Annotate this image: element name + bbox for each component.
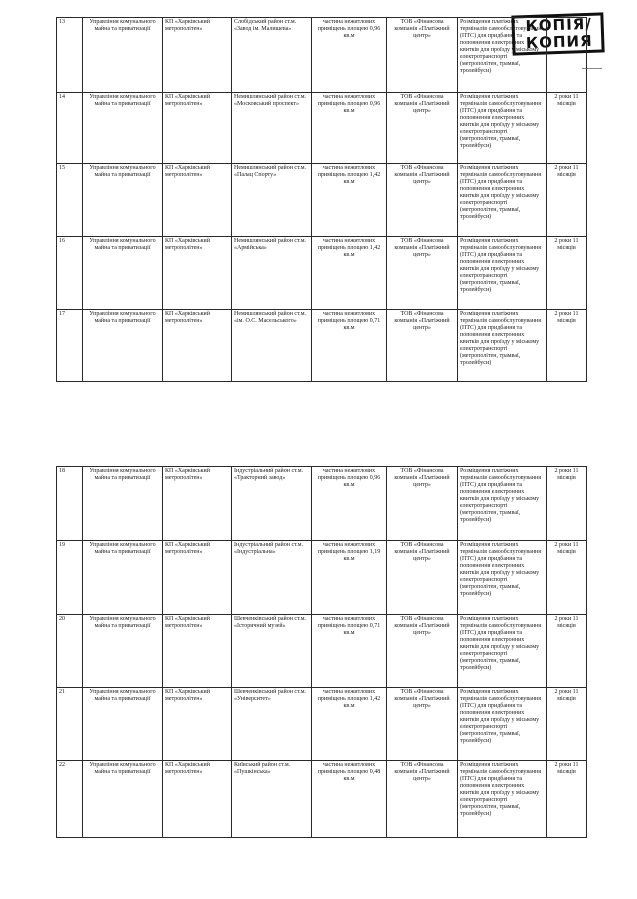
- location-cell: Немишлянський район ст.м. «Армійська»: [232, 237, 312, 310]
- location-cell: Немишлянський район ст.м. «ім. О.С. Масельського»: [232, 310, 312, 382]
- row-number: 15: [57, 164, 83, 237]
- area-cell: частина нежитлових приміщень площею 1,42 кв.м: [312, 237, 387, 310]
- location-cell: Шевченківський район ст.м. «Університет»: [232, 688, 312, 761]
- holder-cell: КП «Харківський метрополітен»: [163, 467, 232, 541]
- table-row: [57, 615, 587, 688]
- holder-cell: КП «Харківський метрополітен»: [163, 310, 232, 382]
- purpose-cell: Розміщення платіжних терміналів самообслуговування (ПТС) для придбання та поповнення електронних квитків для проїзду у міському електротранспорті (метрополітен, трамваї, тролейбуси): [458, 93, 547, 164]
- term-cell: [547, 18, 587, 93]
- term-cell: 2 роки 11 місяців: [547, 93, 587, 164]
- area-cell: частина нежитлових приміщень площею 0,71 кв.м: [312, 615, 387, 688]
- table-row: [57, 467, 587, 541]
- location-cell: Індустріальний район ст.м. «Тракторний завод»: [232, 467, 312, 541]
- holder-cell: КП «Харківський метрополітен»: [163, 761, 232, 838]
- owner-cell: Управління комунального майна та приватизації: [83, 310, 163, 382]
- row-number: 16: [57, 237, 83, 310]
- tenant-cell: ТОВ «Фінансова компанія «Платіжний центр»: [387, 164, 458, 237]
- area-cell: частина нежитлових приміщень площею 0,96 кв.м: [312, 18, 387, 93]
- location-cell: Шевченківський район ст.м. «Історичний музей»: [232, 615, 312, 688]
- holder-cell: КП «Харківський метрополітен»: [163, 18, 232, 93]
- holder-cell: КП «Харківський метрополітен»: [163, 237, 232, 310]
- owner-cell: Управління комунального майна та приватизації: [83, 18, 163, 93]
- location-cell: Індустріальний район ст.м. «Індустріальна»: [232, 541, 312, 615]
- location-cell: Немишлянський район ст.м. «Палац Спорту»: [232, 164, 312, 237]
- location-cell: Слобідський район ст.м. «Завод ім. Малишева»: [232, 18, 312, 93]
- owner-cell: Управління комунального майна та приватизації: [83, 688, 163, 761]
- area-cell: частина нежитлових приміщень площею 0,48 кв.м: [312, 761, 387, 838]
- location-cell: Немишлянський район ст.м. «Московський проспект»: [232, 93, 312, 164]
- owner-cell: Управління комунального майна та приватизації: [83, 237, 163, 310]
- purpose-cell: Розміщення платіжних терміналів самообслуговування (ПТС) для придбання та поповнення електронних квитків для проїзду у міському електротранспорті (метрополітен, трамваї, тролейбуси): [458, 18, 547, 93]
- row-number: 22: [57, 761, 83, 838]
- area-cell: частина нежитлових приміщень площею 0,71 кв.м: [312, 310, 387, 382]
- owner-cell: Управління комунального майна та приватизації: [83, 164, 163, 237]
- area-cell: частина нежитлових приміщень площею 0,96 кв.м: [312, 93, 387, 164]
- owner-cell: Управління комунального майна та приватизації: [83, 93, 163, 164]
- owner-cell: Управління комунального майна та приватизації: [83, 761, 163, 838]
- table-row: [57, 688, 587, 761]
- area-cell: частина нежитлових приміщень площею 1,42 кв.м: [312, 164, 387, 237]
- holder-cell: КП «Харківський метрополітен»: [163, 541, 232, 615]
- table-row: [57, 761, 587, 838]
- copy-stamp-line-2: КОПИЯ: [525, 31, 593, 53]
- copy-stamp-line-1: КОПІЯ/: [525, 14, 593, 36]
- tenant-cell: ТОВ «Фінансова компанія «Платіжний центр»: [387, 310, 458, 382]
- table-row: [57, 93, 587, 164]
- term-cell: 2 роки 11 місяців: [547, 237, 587, 310]
- tenant-cell: ТОВ «Фінансова компанія «Платіжний центр»: [387, 467, 458, 541]
- location-cell: Київський район ст.м. «Пушкінська»: [232, 761, 312, 838]
- holder-cell: КП «Харківський метрополітен»: [163, 615, 232, 688]
- table-row: [57, 164, 587, 237]
- purpose-cell: Розміщення платіжних терміналів самообслуговування (ПТС) для придбання та поповнення електронних квитків для проїзду у міському електротранспорті (метрополітен, трамваї, тролейбуси): [458, 541, 547, 615]
- term-cell: 2 роки 11 місяців: [547, 310, 587, 382]
- owner-cell: Управління комунального майна та приватизації: [83, 615, 163, 688]
- row-number: 13: [57, 18, 83, 93]
- purpose-cell: Розміщення платіжних терміналів самообслуговування (ПТС) для придбання та поповнення електронних квитків для проїзду у міському електротранспорті (метрополітен, трамваї, тролейбуси): [458, 615, 547, 688]
- owner-cell: Управління комунального майна та приватизації: [83, 541, 163, 615]
- area-cell: частина нежитлових приміщень площею 1,19 кв.м: [312, 541, 387, 615]
- tenant-cell: ТОВ «Фінансова компанія «Платіжний центр»: [387, 93, 458, 164]
- row-number: 17: [57, 310, 83, 382]
- holder-cell: КП «Харківський метрополітен»: [163, 688, 232, 761]
- purpose-cell: Розміщення платіжних терміналів самообслуговування (ПТС) для придбання та поповнення електронних квитків для проїзду у міському електротранспорті (метрополітен, трамваї, тролейбуси): [458, 310, 547, 382]
- purpose-cell: Розміщення платіжних терміналів самообслуговування (ПТС) для придбання та поповнення електронних квитків для проїзду у міському електротранспорті (метрополітен, трамваї, тролейбуси): [458, 237, 547, 310]
- term-cell: 2 роки 11 місяців: [547, 688, 587, 761]
- rental-table-top: [56, 17, 587, 382]
- row-number: 20: [57, 615, 83, 688]
- owner-cell: Управління комунального майна та приватизації: [83, 467, 163, 541]
- term-cell: 2 роки 11 місяців: [547, 164, 587, 237]
- table-row: [57, 18, 587, 93]
- row-number: 19: [57, 541, 83, 615]
- row-number: 14: [57, 93, 83, 164]
- tenant-cell: ТОВ «Фінансова компанія «Платіжний центр»: [387, 18, 458, 93]
- table-row: [57, 310, 587, 382]
- holder-cell: КП «Харківський метрополітен»: [163, 164, 232, 237]
- tenant-cell: ТОВ «Фінансова компанія «Платіжний центр»: [387, 761, 458, 838]
- row-number: 18: [57, 467, 83, 541]
- term-cell: 2 роки 11 місяців: [547, 615, 587, 688]
- purpose-cell: Розміщення платіжних терміналів самообслуговування (ПТС) для придбання та поповнення електронних квитків для проїзду у міському електротранспорті (метрополітен, трамваї, тролейбуси): [458, 688, 547, 761]
- tenant-cell: ТОВ «Фінансова компанія «Платіжний центр»: [387, 237, 458, 310]
- tenant-cell: ТОВ «Фінансова компанія «Платіжний центр»: [387, 615, 458, 688]
- purpose-cell: Розміщення платіжних терміналів самообслуговування (ПТС) для придбання та поповнення електронних квитків для проїзду у міському електротранспорті (метрополітен, трамваї, тролейбуси): [458, 467, 547, 541]
- area-cell: частина нежитлових приміщень площею 0,96 кв.м: [312, 467, 387, 541]
- tenant-cell: ТОВ «Фінансова компанія «Платіжний центр»: [387, 688, 458, 761]
- term-cell: 2 роки 11 місяців: [547, 761, 587, 838]
- table-row: [57, 237, 587, 310]
- purpose-cell: Розміщення платіжних терміналів самообслуговування (ПТС) для придбання та поповнення електронних квитків для проїзду у міському електротранспорті (метрополітен, трамваї, тролейбуси): [458, 761, 547, 838]
- term-cell: 2 роки 11 місяців: [547, 467, 587, 541]
- table-row: [57, 541, 587, 615]
- rental-table-bottom: [56, 466, 587, 838]
- area-cell: частина нежитлових приміщень площею 1,42 кв.м: [312, 688, 387, 761]
- holder-cell: КП «Харківський метрополітен»: [163, 93, 232, 164]
- row-number: 21: [57, 688, 83, 761]
- purpose-cell: Розміщення платіжних терміналів самообслуговування (ПТС) для придбання та поповнення електронних квитків для проїзду у міському електротранспорті (метрополітен, трамваї, тролейбуси): [458, 164, 547, 237]
- term-cell: 2 роки 11 місяців: [547, 541, 587, 615]
- tenant-cell: ТОВ «Фінансова компанія «Платіжний центр»: [387, 541, 458, 615]
